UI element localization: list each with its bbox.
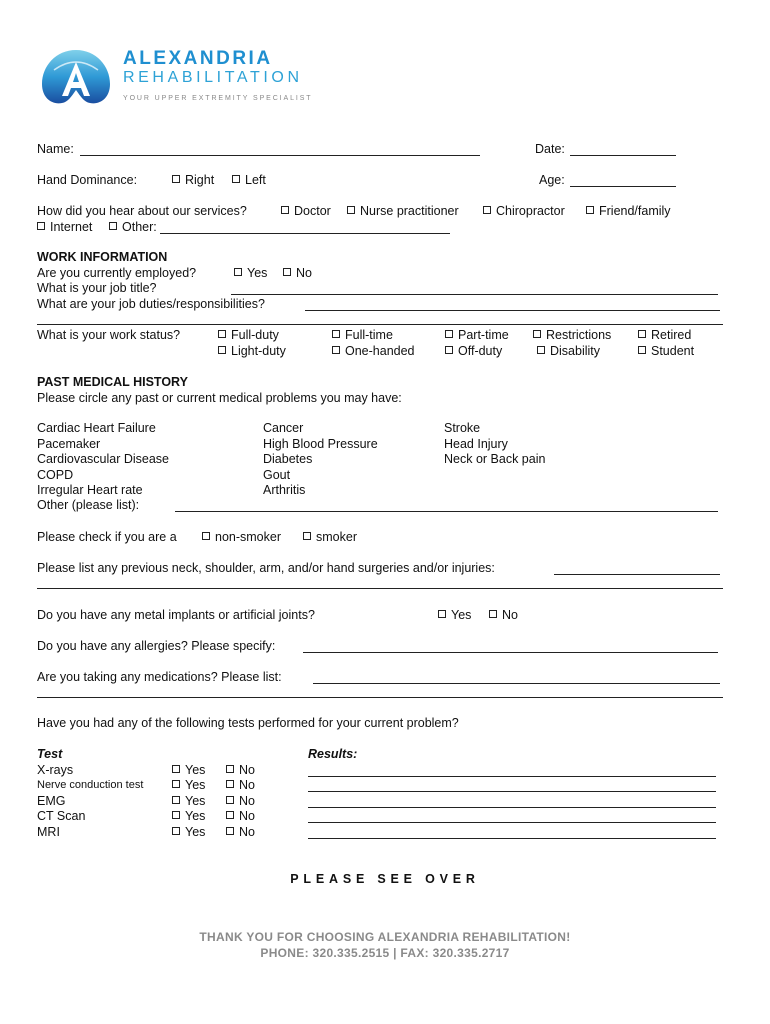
checkbox-icon[interactable] — [332, 330, 340, 338]
condition-item[interactable]: Cardiac Heart Failure — [37, 421, 156, 435]
test-no-option[interactable]: No — [226, 809, 255, 824]
checkbox-icon[interactable] — [218, 330, 226, 338]
checkbox-icon[interactable] — [586, 206, 594, 214]
job-duties-question: What are your job duties/responsibilities? — [37, 297, 265, 311]
implants-no-option[interactable]: No — [489, 608, 518, 623]
test-name: MRI — [37, 825, 60, 839]
smoking-question: Please check if you are a — [37, 530, 177, 544]
referral-option-friend[interactable]: Friend/family — [586, 204, 671, 219]
status-full-duty[interactable]: Full-duty — [218, 328, 279, 343]
results-column-header: Results: — [308, 747, 358, 761]
hand-dominance-label: Hand Dominance: — [37, 173, 138, 187]
test-no-option[interactable]: No — [226, 794, 255, 809]
smoker-option[interactable]: smoker — [303, 530, 357, 545]
status-disability[interactable]: Disability — [537, 344, 600, 359]
test-no-option[interactable]: No — [226, 763, 255, 778]
condition-item[interactable]: Irregular Heart rate — [37, 483, 143, 497]
checkbox-icon[interactable] — [533, 330, 541, 338]
footer-thanks: THANK YOU FOR CHOOSING ALEXANDRIA REHABILITATION! — [199, 930, 571, 944]
test-result-field[interactable] — [308, 807, 716, 808]
test-no-option[interactable]: No — [226, 825, 255, 840]
test-yes-option[interactable]: Yes — [172, 778, 205, 793]
history-instruction: Please circle any past or current medical problems you may have: — [37, 391, 402, 405]
condition-item[interactable]: Cancer — [263, 421, 304, 435]
logo-mark-icon — [38, 48, 114, 106]
implants-question: Do you have any metal implants or artificial joints? — [37, 608, 315, 622]
checkbox-icon[interactable] — [438, 610, 446, 618]
employed-yes-option[interactable]: Yes — [234, 266, 267, 281]
checkbox-icon[interactable] — [218, 346, 226, 354]
allergies-field[interactable] — [303, 652, 718, 653]
history-other-label: Other (please list): — [37, 498, 140, 512]
checkbox-icon[interactable] — [37, 222, 45, 230]
checkbox-icon[interactable] — [489, 610, 497, 618]
checkbox-icon[interactable] — [347, 206, 355, 214]
checkbox-icon[interactable] — [226, 811, 234, 819]
referral-option-nurse[interactable]: Nurse practitioner — [347, 204, 459, 219]
status-one-handed[interactable]: One-handed — [332, 344, 415, 359]
checkbox-icon[interactable] — [234, 268, 242, 276]
test-name: CT Scan — [37, 809, 86, 823]
footer-contact: PHONE: 320.335.2515 | FAX: 320.335.2717 — [260, 946, 510, 960]
test-name: X-rays — [37, 763, 74, 777]
history-heading: PAST MEDICAL HISTORY — [37, 375, 188, 389]
checkbox-icon[interactable] — [332, 346, 340, 354]
test-result-field[interactable] — [308, 776, 716, 777]
medications-field[interactable] — [313, 683, 720, 684]
allergies-question: Do you have any allergies? Please specify: — [37, 639, 276, 653]
condition-item[interactable]: Stroke — [444, 421, 481, 435]
work-status-question: What is your work status? — [37, 328, 181, 342]
condition-item[interactable]: Arthritis — [263, 483, 306, 497]
checkbox-icon[interactable] — [283, 268, 291, 276]
checkbox-icon[interactable] — [638, 330, 646, 338]
test-yes-option[interactable]: Yes — [172, 825, 205, 840]
test-result-field[interactable] — [308, 791, 716, 792]
work-heading: WORK INFORMATION — [37, 250, 168, 264]
history-other-field[interactable] — [175, 511, 718, 512]
date-field[interactable] — [570, 155, 676, 156]
checkbox-icon[interactable] — [172, 827, 180, 835]
status-full-time[interactable]: Full-time — [332, 328, 393, 343]
job-duties-field[interactable] — [305, 310, 720, 311]
test-yes-option[interactable]: Yes — [172, 809, 205, 824]
age-field[interactable] — [570, 186, 676, 187]
logo-title: ALEXANDRIA — [123, 48, 273, 69]
referral-other-field[interactable] — [160, 233, 450, 234]
checkbox-icon[interactable] — [172, 811, 180, 819]
checkbox-icon[interactable] — [483, 206, 491, 214]
status-off-duty[interactable]: Off-duty — [445, 344, 502, 359]
checkbox-icon[interactable] — [202, 532, 210, 540]
condition-item[interactable]: COPD — [37, 468, 74, 482]
hand-right-option[interactable]: Right — [172, 173, 214, 188]
referral-option-internet[interactable]: Internet — [37, 220, 92, 235]
condition-item[interactable]: High Blood Pressure — [263, 437, 378, 451]
status-light-duty[interactable]: Light-duty — [218, 344, 286, 359]
checkbox-icon[interactable] — [226, 827, 234, 835]
condition-item[interactable]: Head Injury — [444, 437, 508, 451]
test-name: Nerve conduction test — [37, 779, 144, 791]
checkbox-icon[interactable] — [109, 222, 117, 230]
implants-yes-option[interactable]: Yes — [438, 608, 471, 623]
condition-item[interactable]: Pacemaker — [37, 437, 101, 451]
checkbox-icon[interactable] — [638, 346, 646, 354]
checkbox-icon[interactable] — [445, 330, 453, 338]
test-yes-option[interactable]: Yes — [172, 794, 205, 809]
referral-question: How did you hear about our services? — [37, 204, 247, 218]
referral-option-doctor[interactable]: Doctor — [281, 204, 331, 219]
checkbox-icon[interactable] — [303, 532, 311, 540]
employed-question: Are you currently employed? — [37, 266, 197, 280]
medications-field-2[interactable] — [37, 697, 723, 698]
test-name: EMG — [37, 794, 66, 808]
job-title-question: What is your job title? — [37, 281, 157, 295]
test-column-header: Test — [37, 747, 63, 761]
checkbox-icon[interactable] — [445, 346, 453, 354]
employed-no-option[interactable]: No — [283, 266, 312, 281]
hand-left-option[interactable]: Left — [232, 173, 266, 188]
condition-item[interactable]: Neck or Back pain — [444, 452, 546, 466]
surgeries-field[interactable] — [554, 574, 720, 575]
checkbox-icon[interactable] — [537, 346, 545, 354]
see-over-notice: PLEASE SEE OVER — [290, 872, 480, 886]
referral-option-other[interactable]: Other: — [109, 220, 157, 235]
test-result-field[interactable] — [308, 838, 716, 839]
test-no-option[interactable]: No — [226, 778, 255, 793]
checkbox-icon[interactable] — [232, 175, 240, 183]
checkbox-icon[interactable] — [172, 175, 180, 183]
non-smoker-option[interactable]: non-smoker — [202, 530, 281, 545]
job-title-field[interactable] — [231, 294, 718, 295]
checkbox-icon[interactable] — [172, 780, 180, 788]
test-yes-option[interactable]: Yes — [172, 763, 205, 778]
checkbox-icon[interactable] — [281, 206, 289, 214]
surgeries-field-2[interactable] — [37, 588, 723, 589]
status-retired[interactable]: Retired — [638, 328, 691, 343]
checkbox-icon[interactable] — [226, 765, 234, 773]
checkbox-icon[interactable] — [172, 765, 180, 773]
status-student[interactable]: Student — [638, 344, 694, 359]
date-label: Date: — [535, 142, 565, 156]
checkbox-icon[interactable] — [226, 796, 234, 804]
checkbox-icon[interactable] — [172, 796, 180, 804]
checkbox-icon[interactable] — [226, 780, 234, 788]
status-restrictions[interactable]: Restrictions — [533, 328, 611, 343]
condition-item[interactable]: Diabetes — [263, 452, 313, 466]
name-field[interactable] — [80, 155, 480, 156]
test-result-field[interactable] — [308, 822, 716, 823]
tests-question: Have you had any of the following tests performed for your current problem? — [37, 716, 459, 730]
status-part-time[interactable]: Part-time — [445, 328, 509, 343]
job-duties-field-2[interactable] — [37, 324, 723, 325]
medications-question: Are you taking any medications? Please list: — [37, 670, 282, 684]
condition-item[interactable]: Gout — [263, 468, 291, 482]
condition-item[interactable]: Cardiovascular Disease — [37, 452, 170, 466]
surgeries-question: Please list any previous neck, shoulder, arm, and/or hand surgeries and/or injuries: — [37, 561, 495, 575]
referral-option-chiropractor[interactable]: Chiropractor — [483, 204, 565, 219]
logo-tagline: YOUR UPPER EXTREMITY SPECIALIST — [123, 95, 313, 102]
age-label: Age: — [539, 173, 565, 187]
logo-subtitle: REHABILITATION — [123, 69, 303, 86]
name-label: Name: — [37, 142, 74, 156]
